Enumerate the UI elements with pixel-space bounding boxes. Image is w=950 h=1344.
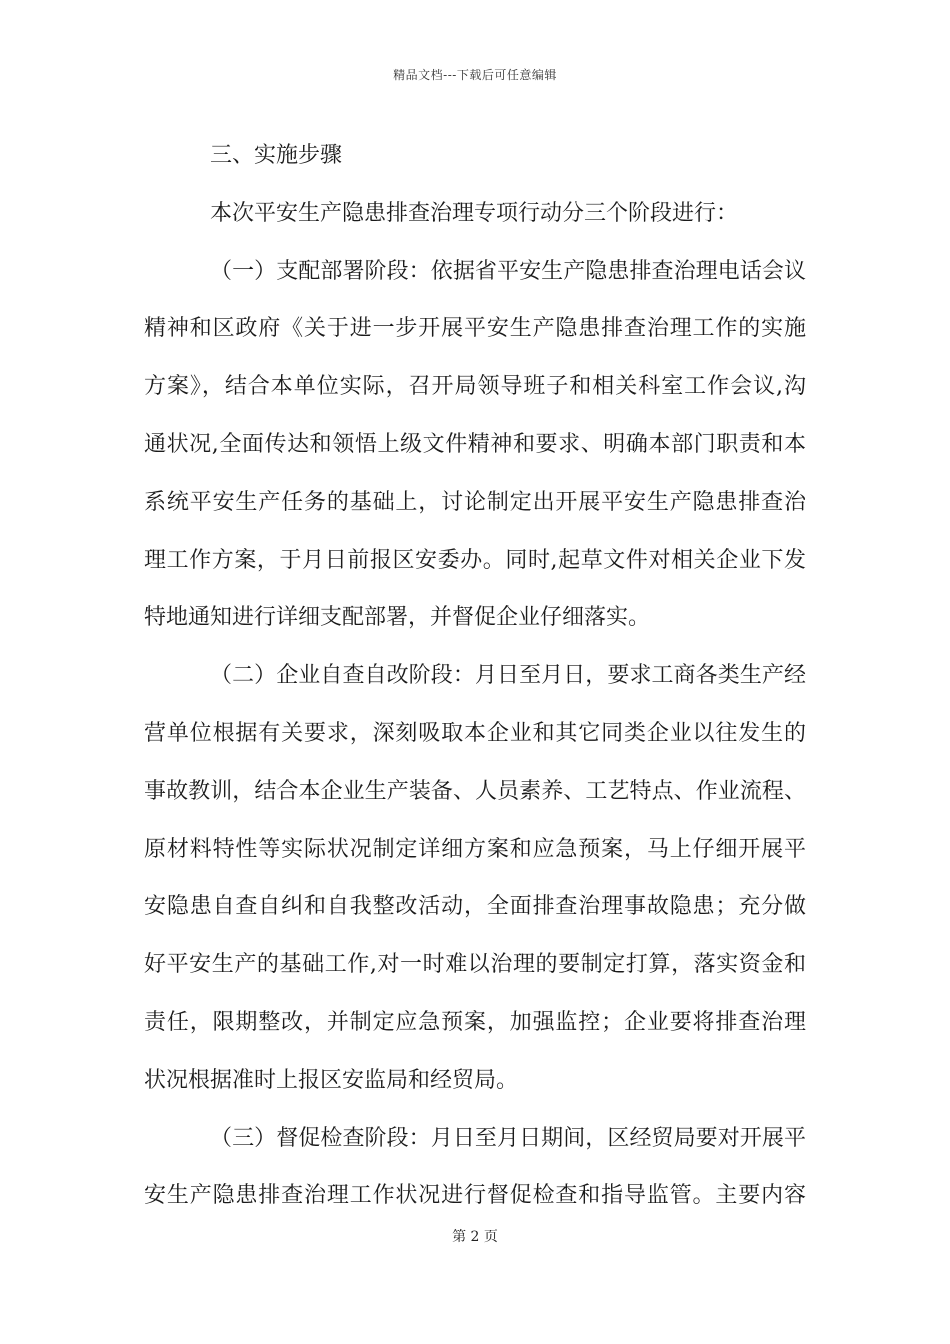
paragraph-line: 方案》，结合本单位实际，召开局领导班子和相关科室工作会议,沟 [144, 374, 806, 400]
intro-line: 本次平安生产隐患排查治理专项行动分三个阶段进行： [210, 200, 739, 226]
paragraph-line: 理工作方案，于月日前报区安委办。同时,起草文件对相关企业下发 [144, 547, 806, 573]
paragraph-line: （三）督促检查阶段：月日至月日期间，区经贸局要对开展平 [210, 1125, 806, 1151]
paragraph-line: 通状况,全面传达和领悟上级文件精神和要求、明确本部门职责和本 [144, 431, 806, 457]
paragraph-line: 好平安生产的基础工作,对一时难以治理的要制定打算，落实资金和 [144, 952, 806, 978]
paragraph-line: 安隐患自查自纠和自我整改活动，全面排查治理事故隐患；充分做 [144, 894, 806, 920]
paragraph-line: 营单位根据有关要求，深刻吸取本企业和其它同类企业以往发生的 [144, 720, 806, 746]
paragraph-line: 事故教训，结合本企业生产装备、人员素养、工艺特点、作业流程、 [144, 778, 806, 804]
section-heading: 三、实施步骤 [210, 143, 343, 168]
page-header: 精品文档---下载后可任意编辑 [393, 68, 557, 82]
paragraph-line: 系统平安生产任务的基础上，讨论制定出开展平安生产隐患排查治 [144, 489, 806, 515]
paragraph-line: 安生产隐患排查治理工作状况进行督促检查和指导监管。主要内容 [144, 1183, 806, 1209]
paragraph-line: 精神和区政府《关于进一步开展平安生产隐患排查治理工作的实施 [144, 316, 806, 342]
document-body [144, 127, 806, 1225]
paragraph-line: 状况根据准时上报区安监局和经贸局。 [144, 1067, 519, 1093]
paragraph-line: 特地通知进行详细支配部署，并督促企业仔细落实。 [144, 605, 651, 631]
paragraph-line: （一）支配部署阶段：依据省平安生产隐患排查治理电话会议 [210, 258, 806, 284]
paragraph-line: 责任，限期整改，并制定应急预案，加强监控；企业要将排查治理 [144, 1009, 806, 1035]
paragraph-line: （二）企业自查自改阶段：月日至月日，要求工商各类生产经 [210, 663, 806, 689]
page-number: 第 2 页 [452, 1229, 498, 1245]
paragraph-line: 原材料特性等实际状况制定详细方案和应急预案，马上仔细开展平 [144, 836, 806, 862]
